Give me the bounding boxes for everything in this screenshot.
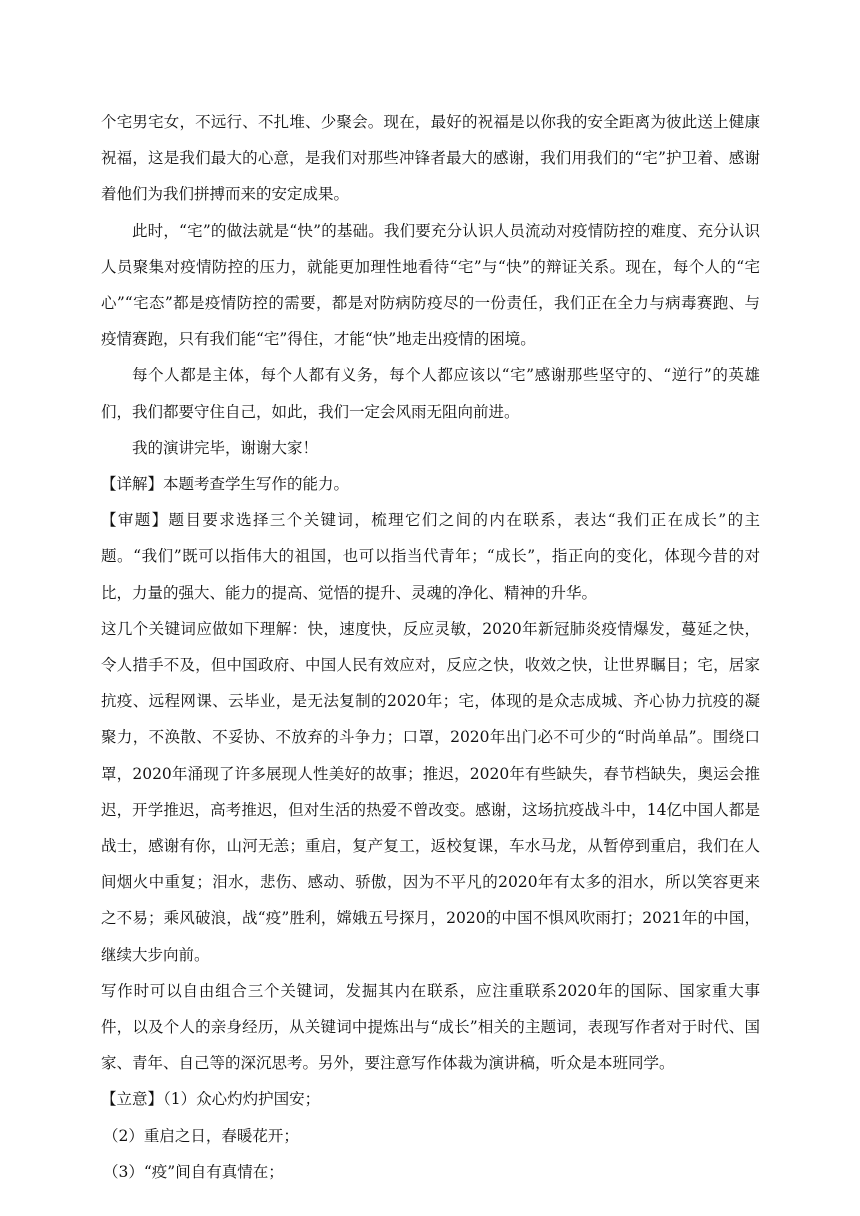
paragraph-continuation: 个宅男宅女，不远行、不扎堆、少聚会。现在，最好的祝福是以你我的安全距离为彼此送上健康祝福，这是我们最大的心意，是我们对那些冲锋者最大的感谢，我们用我们的“宅”护卫着、感谢着他们为我们拼搏而来的安定成果。 <box>101 113 760 204</box>
paragraph-heroes: 每个人都是主体，每个人都有义务，每个人都应该以“宅”感谢那些坚守的、“逆行”的英雄们，我们都要守住自己，如此，我们一定会风雨无阻向前进。 <box>101 366 760 421</box>
paragraph-thesis-1: 【立意】（1）众心灼灼护国安； <box>101 1090 321 1109</box>
paragraph-keywords: 这几个关键词应做如下理解：快，速度快，反应灵敏，2020年新冠肺炎疫情爆发，蔓延之快，令人措手不及，但中国政府、中国人民有效应对，反应之快，收效之快，让世界瞩目；宅，居家抗疫、远程网课、云毕业，是无法复制的2020年；宅，体现的是众志成城、齐心协力抗疫的凝聚力，不涣散、不妥协、不放弃的斗争力；口罩，2020年出门必不可少的“时尚单品”。围绕口罩，2020年涌现了许多展现人性美好的故事；推迟，2020年有些缺失，春节档缺失，奥运会推迟，开学推迟，高考推迟，但对生活的热爱不曾改变。感谢，这场抗疫战斗中，14亿中国人都是战士，感谢有你，山河无恙；重启，复产复工，返校复课，车水马龙，从暂停到重启，我们在人间烟火中重复；泪水，悲伤、感动、骄傲，因为不平凡的2020年有太多的泪水，所以笑容更来之不易；乘风破浪，战“疫”胜利，嫦娥五号探月，2020的中国不惧风吹雨打；2021年的中国，继续大步向前。 <box>101 619 760 964</box>
paragraph-thesis-2: （2）重启之日，春暖花开； <box>103 1126 299 1145</box>
paragraph-writing-tips: 写作时可以自由组合三个关键词，发掘其内在联系，应注重联系2020年的国际、国家重大事件，以及个人的亲身经历，从关键词中提炼出与“成长”相关的主题词，表现写作者对于时代、国家、青年、自己等的深沉思考。另外，要注意写作体裁为演讲稿，听众是本班同学。 <box>101 981 760 1073</box>
paragraph-zhai-kuai: 此时，“宅”的做法就是“快”的基础。我们要充分认识人员流动对疫情防控的难度、充分认识人员聚集对疫情防控的压力，就能更加理性地看待“宅”与“快”的辩证关系。现在，每个人的“宅心”“宅态”都是疫情防控的需要，都是对防病防疫尽的一份责任，我们正在全力与病毒赛跑、与疫情赛跑，只有我们能“宅”得住，才能“快”地走出疫情的困境。 <box>101 221 760 349</box>
paragraph-closing: 我的演讲完毕，谢谢大家！ <box>132 438 319 457</box>
paragraph-thesis-3: （3）“疫”间自有真情在； <box>103 1162 284 1181</box>
paragraph-review: 【审题】题目要求选择三个关键词，梳理它们之间的内在联系，表达“我们正在成长”的主题。“我们”既可以指伟大的祖国，也可以指当代青年；“成长”，指正向的变化，体现今昔的对比，力量的强大、能力的提高、觉悟的提升、灵魂的净化、精神的升华。 <box>101 511 760 602</box>
paragraph-detail: 【详解】本题考查学生写作的能力。 <box>101 475 350 494</box>
